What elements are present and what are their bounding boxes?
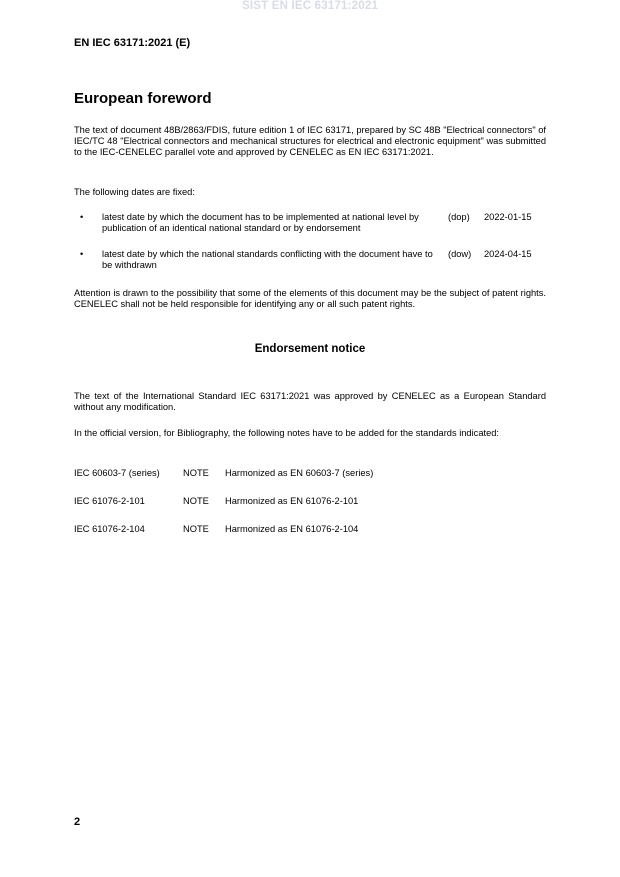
endorsement-title: Endorsement notice [254, 343, 366, 355]
page-number: 2 [74, 816, 81, 828]
note-ref: IEC 61076-2-104 [74, 524, 145, 534]
note-ref: IEC 60603-7 (series) [74, 468, 160, 478]
date-item-text: latest date by which the document has to be implemented at national level by publication of an identical national standard or by endorsement [102, 212, 419, 233]
foreword-title: European foreword [74, 90, 212, 107]
foreword-paragraph-2: The following dates are fixed: [74, 187, 195, 197]
bullet: • [80, 249, 84, 259]
foreword-paragraph-3: Attention is drawn to the possibility that some of the elements of this document may be the subject of patent rights. CENELEC shall not be held responsible for identifying any or all such patent rights. [74, 288, 546, 309]
watermark: SIST EN IEC 63171:2021 [241, 0, 379, 12]
date-item-date: 2022-01-15 [484, 212, 532, 222]
note-text: Harmonized as EN 61076-2-101 [225, 496, 359, 506]
foreword-paragraph-1: The text of document 48B/2863/FDIS, future edition 1 of IEC 63171, prepared by SC 48B "Electrical connectors" of IEC/TC 48 "Electrical connectors and mechanical structures for electrical and electronic equipment" was submitted to the IEC-CENELEC parallel vote and approved by CENELEC as EN IEC 63171:2021. [74, 125, 546, 157]
date-item-date: 2024-04-15 [484, 249, 532, 259]
date-item-text: latest date by which the national standards conflicting with the document have to be withdrawn [102, 249, 433, 270]
endorsement-paragraph-2: In the official version, for Bibliography, the following notes have to be added for the standards indicated: [74, 428, 499, 438]
endorsement-paragraph-1: The text of the International Standard IEC 63171:2021 was approved by CENELEC as a European Standard without any modification. [74, 391, 546, 412]
bullet: • [80, 212, 84, 222]
note-label: NOTE [183, 496, 209, 506]
note-text: Harmonized as EN 60603-7 (series) [225, 468, 374, 478]
document-id: EN IEC 63171:2021 (E) [74, 37, 191, 49]
note-label: NOTE [183, 524, 209, 534]
note-ref: IEC 61076-2-101 [74, 496, 145, 506]
note-label: NOTE [183, 468, 209, 478]
date-item-code: (dow) [448, 249, 472, 259]
note-text: Harmonized as EN 61076-2-104 [225, 524, 359, 534]
date-item-code: (dop) [448, 212, 470, 222]
